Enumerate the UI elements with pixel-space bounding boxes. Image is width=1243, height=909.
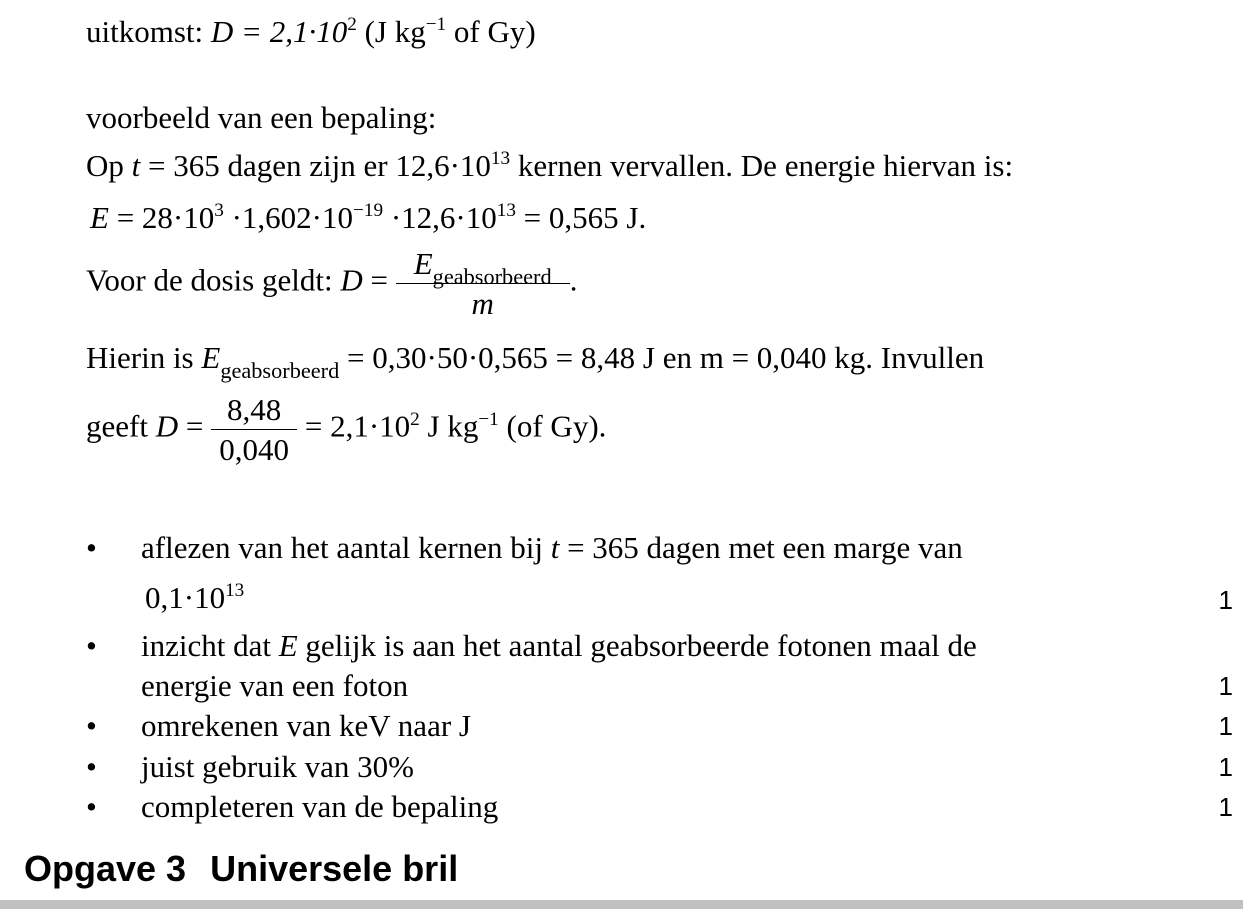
criterion-1-line-2: $0,1\cdot 10^{13}$ [145, 580, 245, 615]
bullet-2: • [86, 628, 97, 663]
criterion-2-score: 1 [1218, 671, 1233, 701]
hierin-line: Hierin is $E_{geabsorbeerd} = 0,30\cdot 50\cdot 0,565 = 8,48$ J en m = 0,040 kg. Invullen [86, 340, 985, 384]
result-prefix: uitkomst: [86, 14, 204, 49]
section-title: Universele bril [210, 848, 459, 889]
dose-formula-line: Voor de dosis geldt: D = $\frac{E_{geabsorbeerd}}{m}$ . [86, 246, 578, 321]
bullet-3: • [86, 708, 97, 743]
result-expr: D = 2,1·10 [210, 14, 348, 49]
criterion-2-line-2: energie van een foton [141, 668, 409, 703]
section-heading [24, 848, 458, 890]
criterion-2-line-1: inzicht dat E gelijk is aan het aantal geabsorbeerde fotonen maal de [141, 628, 977, 663]
bullet-1: • [86, 530, 97, 565]
geeft-fraction: $\frac{8,48}{0,040}$ [211, 394, 297, 465]
section-number: Opgave 3 [24, 848, 187, 889]
result-line [86, 16, 536, 47]
criterion-5-score: 1 [1218, 792, 1233, 822]
example-line-1: Op t = 365 dagen zijn er $12,6\cdot 10^{13}$ kernen vervallen. De energie hiervan is: [86, 148, 1014, 183]
dose-fraction: $\frac{E_{geabsorbeerd}}{m}$ [396, 248, 570, 319]
criterion-1-line-1: aflezen van het aantal kernen bij t = 365 dagen met een marge van [141, 530, 963, 565]
criterion-1-score: 1 [1218, 585, 1233, 615]
bottom-divider [0, 900, 1243, 909]
example-intro: voorbeeld van een bepaling: [86, 100, 437, 135]
criterion-3-score: 1 [1218, 711, 1233, 741]
result-unit: (J $kg^{-1}$ of Gy) [364, 14, 536, 49]
example-line-2: $E = 28\cdot 10^3 \cdot 1,602\cdot 10^{-19} \cdot 12,6\cdot 10^{13} = 0,565$ J. [90, 200, 647, 235]
criterion-5: completeren van de bepaling [141, 789, 499, 824]
result-exp: 2 [347, 14, 357, 36]
bullet-5: • [86, 789, 97, 824]
criterion-4-score: 1 [1218, 752, 1233, 782]
criterion-3: omrekenen van keV naar J [141, 708, 471, 743]
geeft-line: geeft D = $\frac{8,48}{0,040}$ = $2,1\cdot 10^2$ J $kg^{-1}$ (of Gy). [86, 392, 607, 467]
criterion-4: juist gebruik van 30% [141, 749, 414, 784]
bullet-4: • [86, 749, 97, 784]
